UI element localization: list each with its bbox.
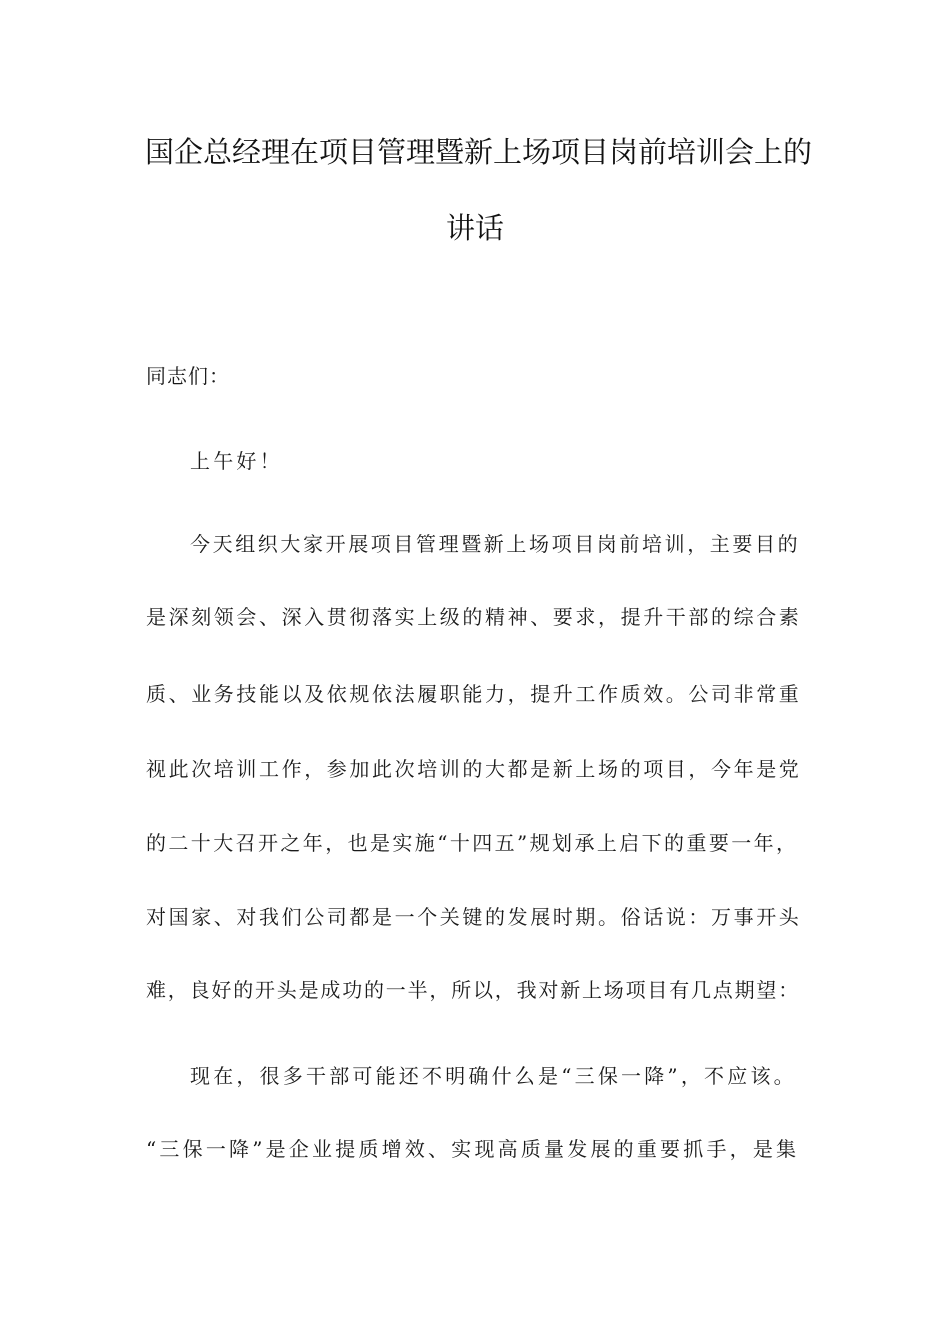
salutation: 同志们： — [146, 364, 230, 388]
paragraph-1-line: 今天组织大家开展项目管理暨新上场项目岗前培训，主要目的 — [190, 532, 801, 556]
greeting: 上午好！ — [190, 449, 283, 473]
paragraph-1-line: 对国家、对我们公司都是一个关键的发展时期。俗话说：万事开头 — [146, 905, 802, 929]
document-title-line-2: 讲话 — [445, 211, 504, 245]
paragraph-1-line: 视此次培训工作，参加此次培训的大都是新上场的项目，今年是党 — [146, 757, 802, 781]
paragraph-1-line: 的二十大召开之年，也是实施“十四五”规划承上启下的重要一年， — [146, 831, 799, 855]
paragraph-2-line: “三保一降”是企业提质增效、实现高质量发展的重要抓手，是集 — [146, 1137, 800, 1161]
paragraph-1-line: 是深刻领会、深入贯彻落实上级的精神、要求，提升干部的综合素 — [146, 605, 802, 629]
document-title-line-1: 国企总经理在项目管理暨新上场项目岗前培训会上的 — [145, 135, 813, 169]
paragraph-1-line: 质、业务技能以及依规依法履职能力，提升工作质效。公司非常重 — [146, 682, 802, 706]
paragraph-1-line: 难，良好的开头是成功的一半，所以，我对新上场项目有几点期望： — [146, 978, 800, 1002]
paragraph-2-line: 现在，很多干部可能还不明确什么是“三保一降”，不应该。 — [190, 1064, 797, 1088]
